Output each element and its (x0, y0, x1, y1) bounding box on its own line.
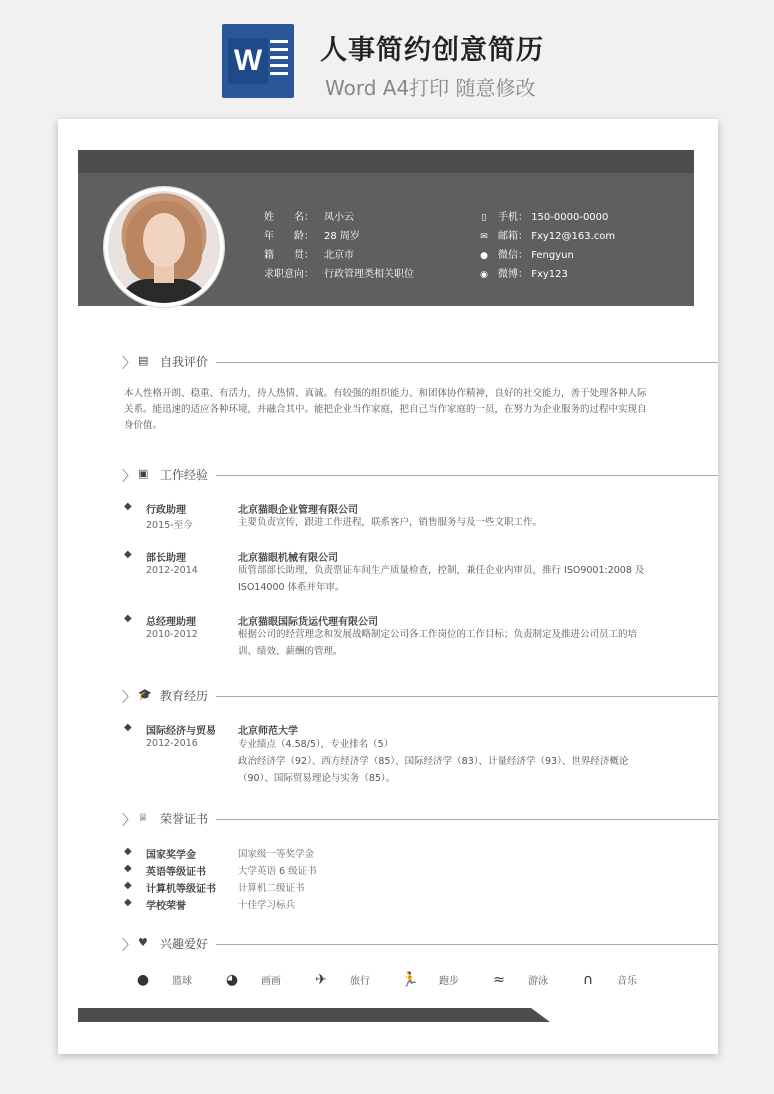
headphones-icon: ∩ (582, 972, 594, 988)
diamond-icon: ◆ (124, 846, 132, 857)
honor-desc: 国家级一等奖学金 (238, 849, 315, 860)
edu-major: 国际经济与贸易 (146, 726, 216, 737)
work-company: 北京猫眼企业管理有限公司 (238, 505, 358, 516)
contact-wechat: ● 微信： Fengyun (478, 249, 574, 263)
edu-date: 2012-2016 (146, 738, 198, 749)
runner-icon: 🏃 (401, 972, 419, 988)
diamond-icon: ◆ (124, 863, 132, 874)
swimmer-icon: ≈ (493, 972, 505, 988)
hobby-music: ∩ 音乐 (579, 972, 637, 988)
work-role: 总经理助理 (146, 617, 196, 628)
trophy-icon: ♕ (138, 811, 148, 824)
diamond-icon: ◆ (124, 613, 132, 624)
plane-icon: ✈ (315, 972, 327, 988)
honor-name: 国家奖学金 (146, 850, 196, 861)
honor-name: 学校荣誉 (146, 901, 186, 912)
hobby-basketball: ● 篮球 (134, 972, 192, 988)
diamond-icon: ◆ (124, 722, 132, 733)
briefcase-icon: ▣ (138, 467, 149, 480)
profile-row-name: 姓 名： 凤小云 (264, 212, 354, 223)
chevron-right-icon: 〉 (122, 938, 136, 954)
basketball-icon: ● (136, 972, 150, 988)
honor-name: 计算机等级证书 (146, 884, 216, 895)
chevron-right-icon: 〉 (122, 813, 136, 829)
work-desc: 主要负责宣传，跟进工作进程，联系客户，销售服务与及一些文职工作。 (238, 517, 543, 528)
edu-school: 北京师范大学 (238, 726, 298, 737)
chevron-right-icon: 〉 (122, 356, 136, 372)
diamond-icon: ◆ (124, 501, 132, 512)
profile-row-objective: 求职意向： 行政管理类相关职位 (264, 269, 414, 280)
contact-phone: ▯ 手机： 150-0000-0000 (478, 211, 608, 225)
work-date: 2010-2012 (146, 629, 198, 640)
diamond-icon: ◆ (124, 897, 132, 908)
profile-row-age: 年 龄： 28 周岁 (264, 231, 360, 242)
hobby-travel: ✈ 旅行 (312, 972, 370, 988)
honor-desc: 计算机二级证书 (238, 883, 305, 894)
banner-subtitle: Word A4打印 随意修改 (325, 76, 536, 100)
section-title: 自我评价 (160, 355, 209, 369)
chevron-right-icon: 〉 (122, 690, 136, 706)
avatar (104, 187, 224, 307)
section-title: 兴趣爱好 (160, 937, 209, 951)
section-title: 教育经历 (160, 689, 209, 703)
honor-desc: 十佳学习标兵 (238, 900, 296, 911)
weibo-icon: ◉ (480, 270, 488, 280)
contact-weibo: ◉ 微博： Fxy123 (478, 268, 568, 282)
work-desc: 根据公司的经营理念和发展战略制定公司各工作岗位的工作目标；负责制定及推进公司员工的培训、绩效、薪酬的管理。 (238, 629, 638, 657)
resume-page (58, 119, 718, 1054)
phone-icon: ▯ (481, 213, 487, 223)
work-company: 北京猫眼机械有限公司 (238, 553, 338, 564)
work-role: 行政助理 (146, 505, 186, 516)
honor-name: 英语等级证书 (146, 867, 206, 878)
word-icon (222, 24, 294, 98)
footer-bar (78, 1008, 550, 1022)
work-company: 北京猫眼国际货运代理有限公司 (238, 617, 378, 628)
comment-icon: ▤ (138, 354, 149, 367)
hobby-running: 🏃 跑步 (401, 972, 459, 988)
top-bar (78, 150, 694, 173)
wechat-icon: ● (480, 251, 488, 261)
hobby-painting: ◕ 画画 (223, 972, 281, 988)
banner (0, 0, 774, 110)
heart-icon: ♥ (138, 936, 148, 949)
diamond-icon: ◆ (124, 549, 132, 560)
self-evaluation-text: 本人性格开朗、稳重、有活力，待人热情、真诚。有较强的组织能力、和团体协作精神，良好的社交能力，善于处理各种人际关系。能迅速的适应各种环境，并融合其中。能把企业当作家庭，把自己当作家庭的一员，在努力为企业服务的过程中实现自身价值。 (124, 388, 647, 431)
palette-icon: ◕ (225, 972, 239, 988)
edu-courses: 政治经济学（92）、西方经济学（85）、国际经济学（83）、计量经济学（93）、世界经济概论（90）、国际贸易理论与实务（85）。 (238, 756, 629, 784)
diamond-icon: ◆ (124, 880, 132, 891)
work-date: 2015-至今 (146, 520, 193, 531)
hobby-swimming: ≈ 游泳 (490, 972, 548, 988)
work-date: 2012-2014 (146, 565, 198, 576)
edu-gpa: 专业绩点（4.58/5），专业排名（5） (238, 739, 394, 750)
work-role: 部长助理 (146, 553, 186, 564)
contact-email: ✉ 邮箱： Fxy12@163.com (478, 230, 615, 244)
word-letter: W (228, 38, 268, 84)
honor-desc: 大学英语 6 级证书 (238, 866, 317, 877)
section-title: 荣誉证书 (160, 812, 209, 826)
work-desc: 质管部部长助理，负责票证车间生产质量检查，控制，兼任企业内审员，推行 ISO9001:2008 及 ISO14000 体系并年审。 (238, 565, 645, 593)
mail-icon: ✉ (480, 232, 488, 242)
banner-title: 人事简约创意简历 (320, 35, 544, 66)
chevron-right-icon: 〉 (122, 469, 136, 485)
graduation-cap-icon: 🎓 (138, 688, 152, 701)
section-title: 工作经验 (160, 468, 209, 482)
profile-row-hometown: 籍 贯： 北京市 (264, 250, 354, 261)
